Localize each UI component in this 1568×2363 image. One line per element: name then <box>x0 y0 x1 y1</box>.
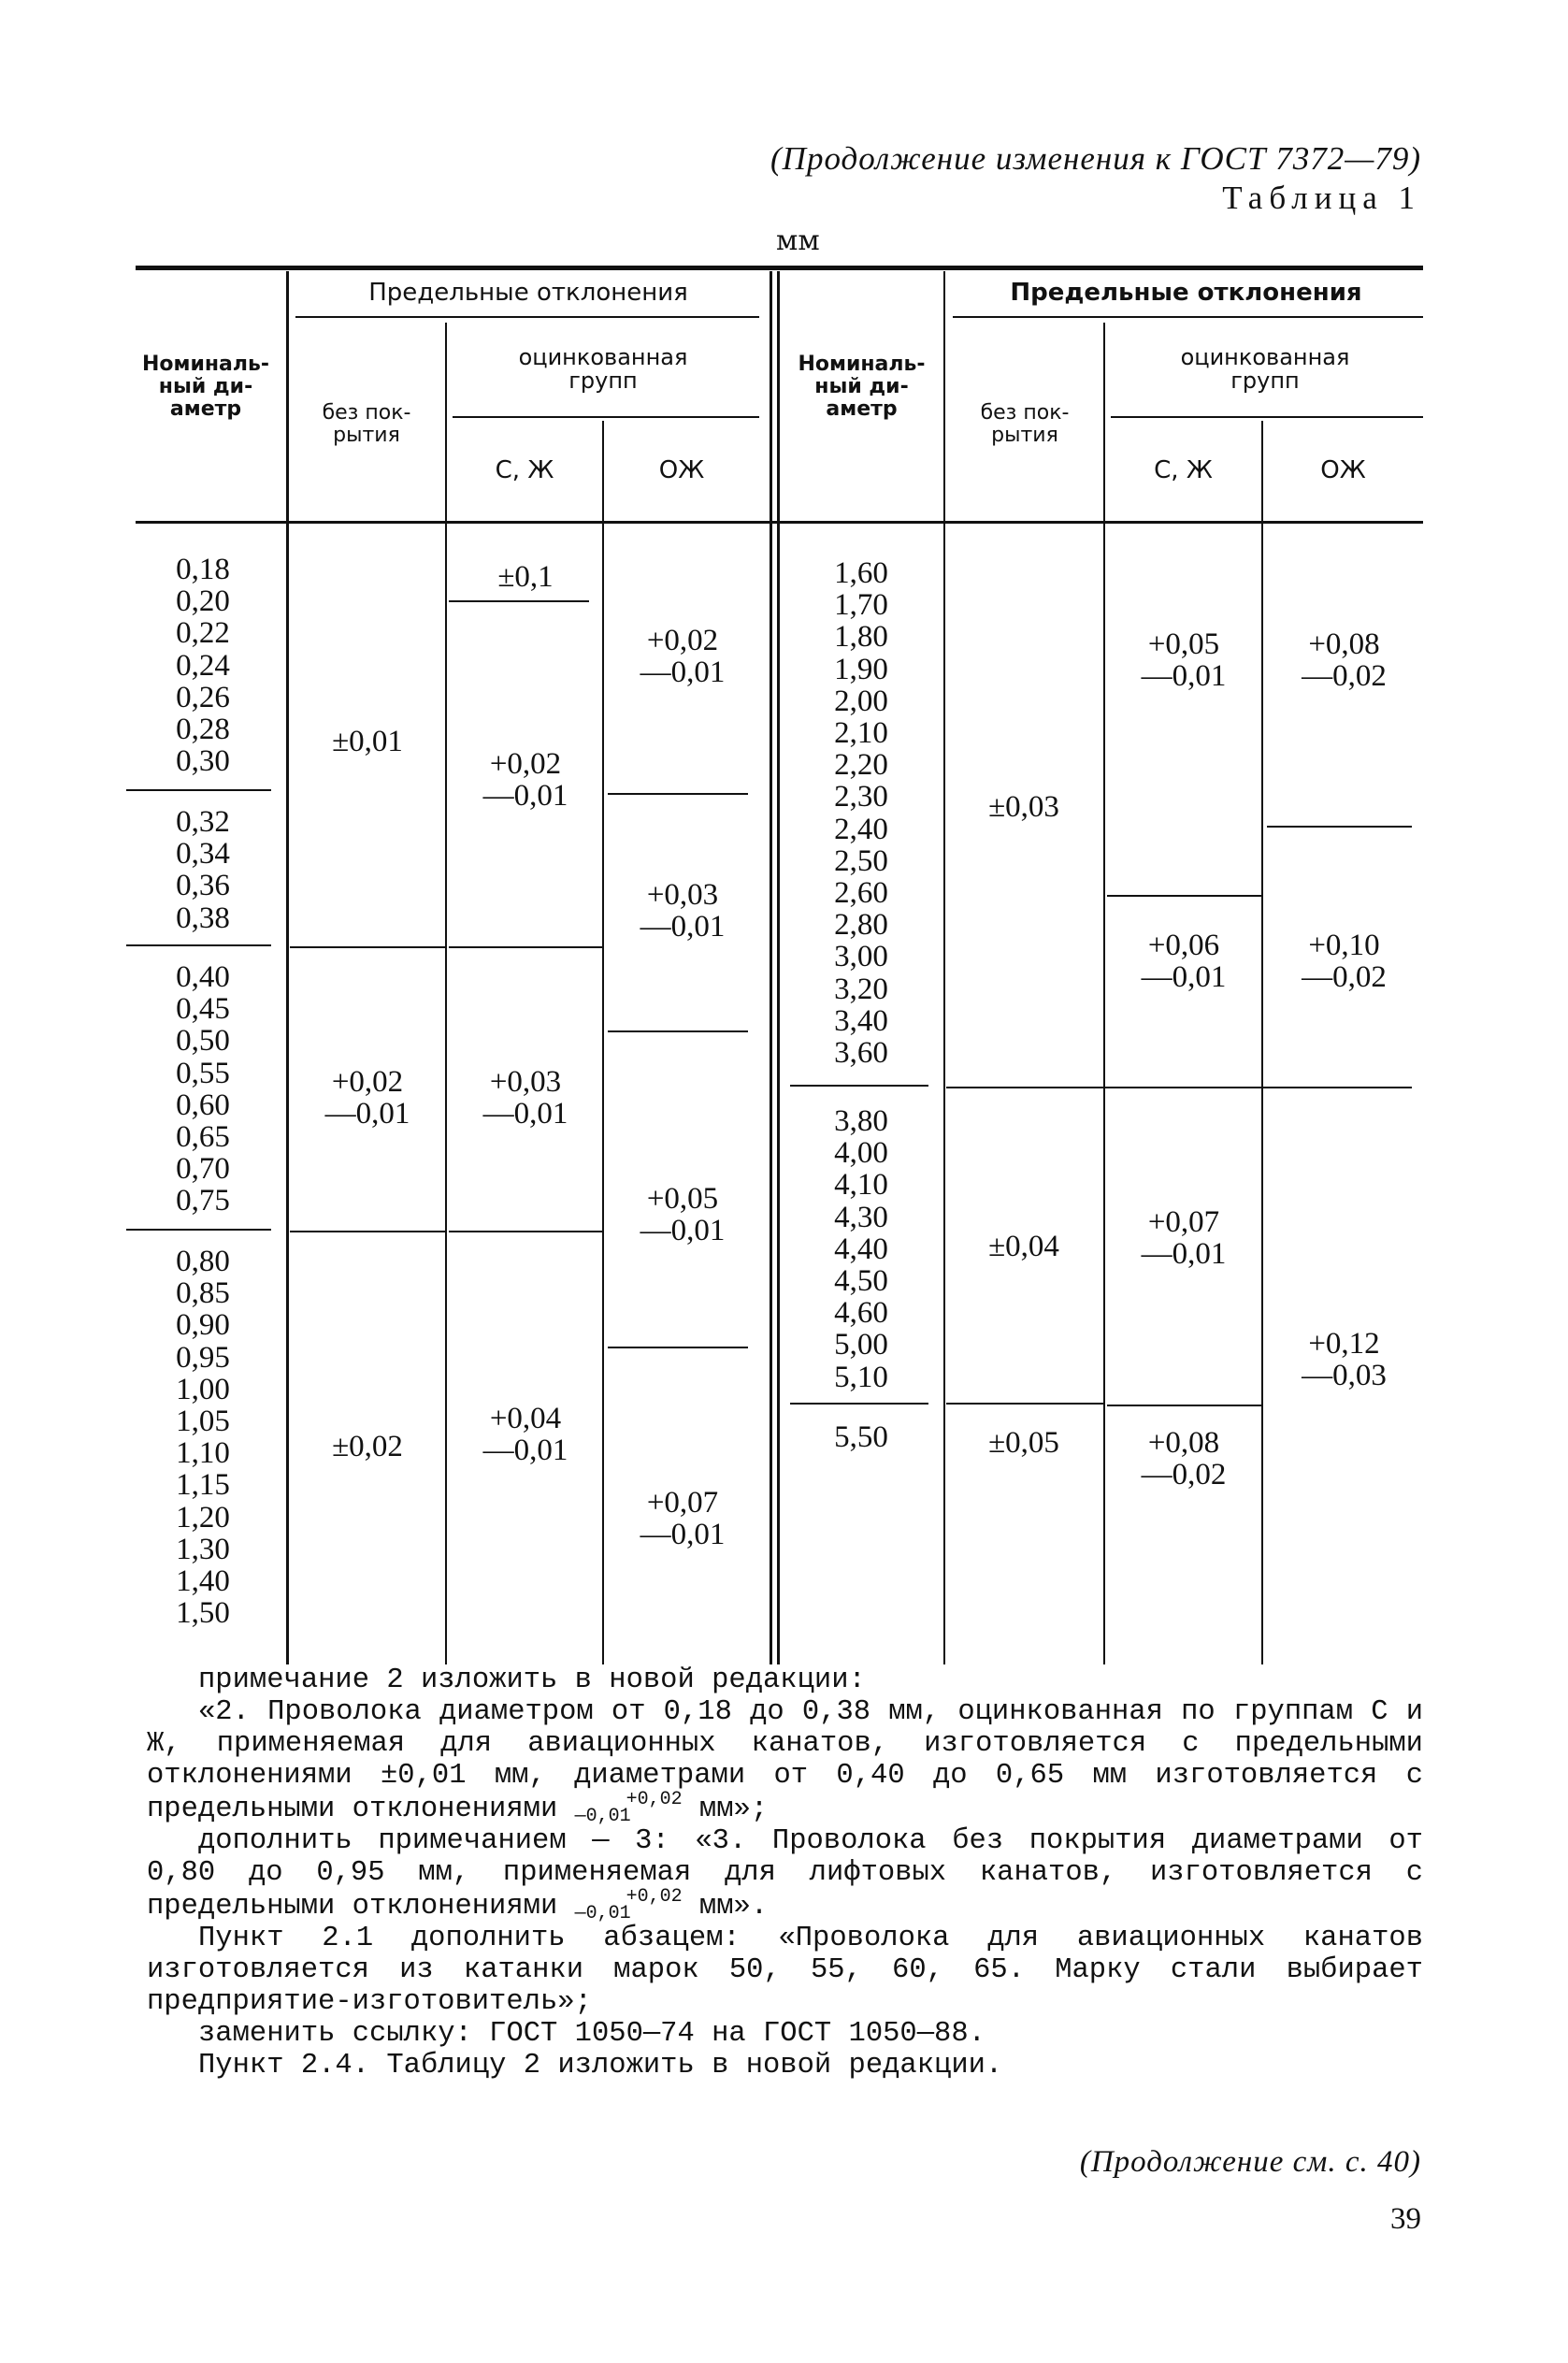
table-vline <box>1261 421 1263 1664</box>
header-group-sz: С, Ж <box>495 456 554 484</box>
footer-continuation: (Продолжение см. с. 40) <box>1079 2145 1421 2179</box>
note-paragraph: дополнить примечанием — 3: «3. Проволока без покрытия диаметрами от 0,80 до 0,95 мм, применяемая для лифтовых канатов, изготовляется с предельными отклонениями +0,02 —0,01 мм». <box>147 1825 1423 1925</box>
row-divider <box>290 1231 445 1232</box>
table-vline <box>1103 323 1105 1664</box>
note-paragraph: примечание 2 изложить в новой редакции: <box>198 1664 866 1696</box>
header-group-ozh: ОЖ <box>658 456 705 484</box>
header-galvanized-right: оцинкованная групп <box>1180 344 1350 394</box>
unit-label: мм <box>776 224 820 257</box>
deviation-value: ±0,02 <box>332 1430 403 1463</box>
notes-text <box>147 1664 1423 2082</box>
table-top-rule <box>136 266 1423 270</box>
header-subrule <box>453 416 759 418</box>
deviation-value: +0,08 —0,02 <box>1302 627 1387 693</box>
header-subrule <box>1111 416 1423 418</box>
diameter-group: 0,32 0,34 0,36 0,38 <box>176 805 230 935</box>
row-divider <box>1107 895 1261 897</box>
row-divider <box>608 1030 748 1032</box>
deviation-value: +0,02 —0,01 <box>640 624 726 689</box>
header-subrule <box>953 316 1423 318</box>
row-divider <box>449 1231 602 1232</box>
table-center-vline <box>777 271 780 1664</box>
row-divider <box>1267 826 1412 828</box>
note-paragraph: «2. Проволока диаметром от 0,18 до 0,38 мм, оцинкованная по группам С и Ж, применяемая для авиационных канатов, изготовляется с предельными отклонениями ±0,01 мм, диаметрами от 0,40 до 0,65 мм изготовляется с предельными отклонениями +0,02 —0,01 мм»; <box>147 1696 1423 1827</box>
table-vline <box>286 271 289 1664</box>
deviation-value: +0,05 —0,01 <box>1141 627 1227 693</box>
fraction-deviation: +0,02 —0,01 <box>574 1789 683 1827</box>
header-subrule <box>295 316 759 318</box>
diameter-group: 5,50 <box>834 1420 888 1454</box>
deviation-value: ±0,1 <box>497 560 554 594</box>
diameter-group: 1,60 1,70 1,80 1,90 2,00 2,10 2,20 2,30 2,40 2,50 2,60 2,80 3,00 3,20 3,40 3,60 <box>834 556 888 1071</box>
deviation-value: +0,07 —0,01 <box>640 1486 726 1551</box>
row-divider <box>290 946 445 948</box>
deviation-value: +0,02 —0,01 <box>324 1065 410 1131</box>
header-galvanized: оцинкованная групп <box>518 344 688 394</box>
note-paragraph: Пункт 2.4. Таблицу 2 изложить в новой редакции. <box>198 2050 1003 2082</box>
header-limit-deviations-right: Предельные отклонения <box>1010 279 1362 307</box>
header-limit-deviations: Предельные отклонения <box>368 279 688 307</box>
deviation-value: ±0,04 <box>988 1230 1059 1263</box>
row-divider <box>790 1403 928 1405</box>
deviation-value: ±0,05 <box>988 1426 1059 1460</box>
row-divider <box>608 1347 748 1348</box>
page-number: 39 <box>1390 2202 1421 2236</box>
row-divider <box>1107 1405 1261 1406</box>
table-vline <box>445 323 447 1664</box>
continuation-header: (Продолжение изменения к ГОСТ 7372—79) <box>770 140 1421 177</box>
table-vline <box>943 271 945 1664</box>
table-vline <box>602 421 604 1664</box>
note-paragraph: заменить ссылку: ГОСТ 1050—74 на ГОСТ 1050—88. <box>198 2018 985 2051</box>
row-divider <box>126 944 271 946</box>
diameter-group: 3,80 4,00 4,10 4,30 4,40 4,50 4,60 5,00 5,10 <box>834 1104 888 1394</box>
deviation-value: +0,12 —0,03 <box>1302 1327 1387 1392</box>
header-uncoated: без пок- рытия <box>322 401 411 447</box>
diameter-group: 0,40 0,45 0,50 0,55 0,60 0,65 0,70 0,75 <box>176 960 230 1218</box>
header-group-ozh-right: ОЖ <box>1320 456 1366 484</box>
table-center-vline <box>770 271 772 1664</box>
deviation-value: +0,07 —0,01 <box>1141 1205 1227 1271</box>
fraction-deviation: +0,02 —0,01 <box>574 1886 683 1925</box>
deviation-value: ±0,01 <box>332 725 403 758</box>
row-divider <box>608 793 748 795</box>
deviation-value: +0,10 —0,02 <box>1302 929 1387 994</box>
header-nominal-diameter: Номиналь- ный ди- аметр <box>141 353 270 421</box>
deviation-value: +0,03 —0,01 <box>640 878 726 944</box>
diameter-group: 0,18 0,20 0,22 0,24 0,26 0,28 0,30 <box>176 553 230 779</box>
note-paragraph: Пункт 2.1 дополнить абзацем: «Проволока для авиационных канатов изготовляется из катанки марок 50, 55, 60, 65. Марку стали выбирает предприятие-изготовитель»; <box>147 1923 1423 2019</box>
row-divider <box>946 1403 1103 1405</box>
table-title: Таблица 1 <box>1222 180 1421 216</box>
deviation-value: ±0,03 <box>988 790 1059 824</box>
row-divider <box>449 946 602 948</box>
deviation-value: +0,04 —0,01 <box>482 1402 568 1467</box>
header-uncoated-right: без пок- рытия <box>980 401 1070 447</box>
row-divider <box>126 1229 271 1231</box>
header-nominal-diameter-right: Номиналь- ный ди- аметр <box>798 353 926 421</box>
header-group-sz-right: С, Ж <box>1154 456 1213 484</box>
row-divider <box>954 1087 1412 1088</box>
row-divider <box>126 789 271 791</box>
deviation-value: +0,05 —0,01 <box>640 1182 726 1247</box>
deviation-value: +0,03 —0,01 <box>482 1065 568 1131</box>
row-divider <box>449 600 589 602</box>
row-divider <box>790 1085 928 1087</box>
deviation-value: +0,02 —0,01 <box>482 747 568 813</box>
diameter-group: 0,80 0,85 0,90 0,95 1,00 1,05 1,10 1,15 1,20 1,30 1,40 1,50 <box>176 1245 230 1631</box>
deviation-value: +0,06 —0,01 <box>1141 929 1227 994</box>
deviation-value: +0,08 —0,02 <box>1141 1426 1227 1491</box>
